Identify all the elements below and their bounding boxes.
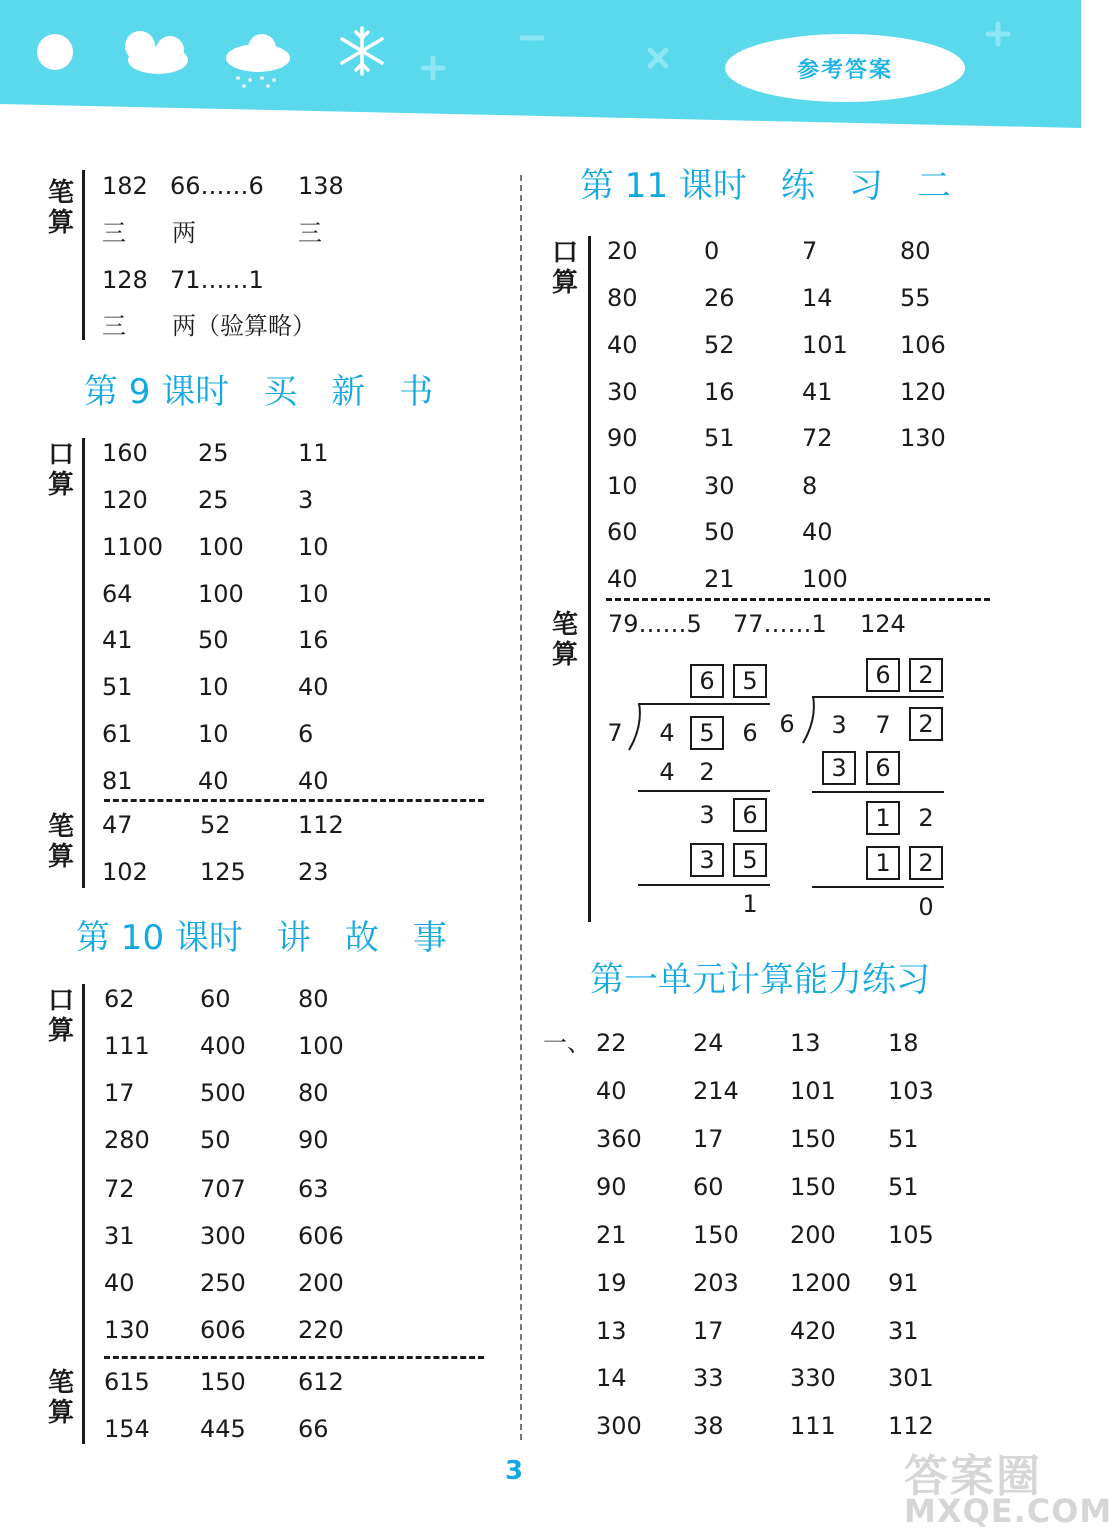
cell: 30	[704, 472, 735, 500]
answer-box: 5	[733, 664, 767, 698]
cell: 10	[298, 533, 329, 561]
column-divider	[520, 175, 522, 1440]
section-separator	[104, 1356, 484, 1359]
answer-box: 2	[909, 658, 943, 692]
cell: 40	[596, 1077, 627, 1105]
digit: 4	[659, 758, 675, 786]
cell: 41	[102, 626, 133, 654]
cell: 72	[104, 1175, 135, 1203]
cell: 220	[298, 1316, 344, 1344]
cell: 51	[888, 1125, 919, 1153]
cell: 三	[102, 219, 126, 247]
cell: 612	[298, 1368, 344, 1396]
cell: 111	[790, 1412, 836, 1440]
cell: 182	[102, 172, 148, 200]
cell: 25	[198, 486, 229, 514]
cell: 17	[693, 1317, 724, 1345]
cell: 40	[104, 1269, 135, 1297]
cell: 102	[102, 858, 148, 886]
cell: 101	[802, 331, 848, 359]
digit: 6	[742, 719, 758, 747]
answer-box: 5	[690, 716, 724, 750]
cell: 150	[200, 1368, 246, 1396]
cell: 90	[607, 424, 638, 452]
site-watermark	[904, 1440, 1112, 1532]
cell: 280	[104, 1126, 150, 1154]
digit: 3	[831, 711, 847, 739]
cell: 150	[790, 1125, 836, 1153]
cell: 105	[888, 1221, 934, 1249]
cell: 77……1	[733, 610, 827, 638]
written-label: 笔算	[47, 178, 74, 238]
cell: 120	[900, 378, 946, 406]
cell: 三	[298, 219, 322, 247]
oral-label: 口算	[47, 986, 74, 1046]
cell: 14	[802, 284, 833, 312]
cell: 52	[200, 811, 231, 839]
cell: 130	[104, 1316, 150, 1344]
cell: 90	[596, 1173, 627, 1201]
cell: 10	[298, 580, 329, 608]
subtraction-line	[638, 884, 770, 886]
cell: 150	[790, 1173, 836, 1201]
cell: 16	[298, 626, 329, 654]
answer-box: 1	[866, 801, 900, 835]
watermark-logo-text: 答案圈	[904, 1451, 1042, 1502]
cell: 25	[198, 439, 229, 467]
cell: 91	[888, 1269, 919, 1297]
cell: 61	[102, 720, 133, 748]
cell: 64	[102, 580, 133, 608]
page-number: 3	[505, 1456, 524, 1486]
subtraction-line	[638, 790, 770, 792]
cell: 33	[693, 1364, 724, 1392]
cell: 330	[790, 1364, 836, 1392]
answer-box: 3	[690, 843, 724, 877]
cell: 21	[704, 565, 735, 593]
cell: 120	[102, 486, 148, 514]
cell: 16	[704, 378, 735, 406]
header-band	[0, 0, 1081, 128]
cell: 60	[693, 1173, 724, 1201]
cell: 300	[200, 1222, 246, 1250]
cell: 三	[102, 312, 126, 340]
answer-box: 6	[866, 751, 900, 785]
cell: 124	[860, 610, 906, 638]
cell: 80	[607, 284, 638, 312]
cell: 100	[298, 1032, 344, 1060]
cell: 26	[704, 284, 735, 312]
cell: 128	[102, 266, 148, 294]
cell: 125	[200, 858, 246, 886]
cell: 10	[198, 720, 229, 748]
cell: 100	[198, 580, 244, 608]
cell: 200	[298, 1269, 344, 1297]
cell: 66……6	[170, 172, 264, 200]
cell: 200	[790, 1221, 836, 1249]
section-separator	[104, 799, 484, 802]
watermark-url: MXQE.COM	[904, 1492, 1112, 1530]
cell: 90	[298, 1126, 329, 1154]
bracket-bar	[82, 984, 85, 1444]
cell: 445	[200, 1415, 246, 1443]
answer-box: 6	[866, 658, 900, 692]
digit: 3	[699, 801, 715, 829]
cell: 30	[607, 378, 638, 406]
cell: 40	[607, 331, 638, 359]
cell: 71……1	[170, 266, 264, 294]
written-label: 笔算	[47, 1368, 74, 1428]
cell: 19	[596, 1269, 627, 1297]
cell: 8	[802, 472, 818, 500]
cell: 79……5	[608, 610, 702, 638]
cell: 66	[298, 1415, 329, 1443]
cell: 707	[200, 1175, 246, 1203]
cell: 112	[298, 811, 344, 839]
cell: 360	[596, 1125, 642, 1153]
answers-label: 参考答案	[796, 57, 893, 83]
cell: 130	[900, 424, 946, 452]
cell: 50	[704, 518, 735, 546]
written-label: 笔算	[551, 610, 578, 670]
digit: 1	[742, 890, 758, 918]
cell: 606	[200, 1316, 246, 1344]
cell: 606	[298, 1222, 344, 1250]
bracket-bar	[588, 236, 591, 922]
oral-label: 口算	[551, 238, 578, 298]
cell: 18	[888, 1029, 919, 1057]
cell: 138	[298, 172, 344, 200]
cell: 两（验算略）	[172, 312, 316, 340]
cell: 500	[200, 1079, 246, 1107]
cell: 101	[790, 1077, 836, 1105]
subtraction-line	[812, 791, 944, 793]
question-number: 一、	[543, 1029, 591, 1057]
cell: 250	[200, 1269, 246, 1297]
cell: 31	[888, 1317, 919, 1345]
answer-box: 2	[909, 707, 943, 741]
cell: 20	[607, 237, 638, 265]
cell: 51	[888, 1173, 919, 1201]
answer-box: 1	[866, 846, 900, 880]
answer-box: 2	[909, 846, 943, 880]
cell: 111	[104, 1032, 150, 1060]
cell: 203	[693, 1269, 739, 1297]
cell: 10	[607, 472, 638, 500]
cell: 214	[693, 1077, 739, 1105]
cell: 40	[802, 518, 833, 546]
cell: 11	[298, 439, 329, 467]
digit: 2	[699, 758, 715, 786]
cell: 31	[104, 1222, 135, 1250]
lesson10-title: 第 10 课时 讲 故 事	[76, 918, 447, 958]
oral-label: 口算	[47, 440, 74, 500]
cell: 80	[298, 985, 329, 1013]
cell: 112	[888, 1412, 934, 1440]
answer-box: 5	[733, 843, 767, 877]
cell: 63	[298, 1175, 329, 1203]
cell: 60	[200, 985, 231, 1013]
cell: 14	[596, 1364, 627, 1392]
answer-box: 3	[822, 751, 856, 785]
cell: 52	[704, 331, 735, 359]
cell: 50	[200, 1126, 231, 1154]
digit: 7	[875, 711, 891, 739]
cell: 47	[102, 811, 133, 839]
cell: 60	[607, 518, 638, 546]
division-bar	[812, 696, 944, 698]
cell: 51	[704, 424, 735, 452]
cell: 100	[802, 565, 848, 593]
cell: 40	[607, 565, 638, 593]
cell: 150	[693, 1221, 739, 1249]
bracket-bar	[82, 170, 85, 340]
cell: 13	[790, 1029, 821, 1057]
cell: 23	[298, 858, 329, 886]
cell: 两	[172, 219, 196, 247]
lesson9-title: 第 9 课时 买 新 书	[84, 372, 434, 412]
subtraction-line	[812, 886, 944, 888]
cell: 55	[900, 284, 931, 312]
divisor: 7	[607, 719, 623, 747]
cell: 0	[704, 237, 720, 265]
cell: 7	[802, 237, 818, 265]
lesson11-title: 第 11 课时 练 习 二	[580, 166, 951, 206]
cell: 420	[790, 1317, 836, 1345]
cell: 301	[888, 1364, 934, 1392]
answers-badge	[725, 34, 965, 102]
cell: 6	[298, 720, 314, 748]
cell: 38	[693, 1412, 724, 1440]
cell: 100	[198, 533, 244, 561]
cell: 72	[802, 424, 833, 452]
cell: 40	[298, 767, 329, 795]
answer-box: 6	[690, 664, 724, 698]
cell: 300	[596, 1412, 642, 1440]
cell: 40	[298, 673, 329, 701]
cell: 80	[298, 1079, 329, 1107]
cell: 10	[198, 673, 229, 701]
unit1-title: 第一单元计算能力练习	[590, 960, 930, 1000]
cell: 17	[104, 1079, 135, 1107]
cell: 40	[198, 767, 229, 795]
sun-icon	[37, 34, 73, 70]
section-separator	[606, 598, 990, 601]
cell: 13	[596, 1317, 627, 1345]
digit: 4	[659, 719, 675, 747]
cell: 400	[200, 1032, 246, 1060]
cell: 24	[693, 1029, 724, 1057]
cell: 154	[104, 1415, 150, 1443]
cell: 17	[693, 1125, 724, 1153]
cell: 51	[102, 673, 133, 701]
cell: 21	[596, 1221, 627, 1249]
cell: 81	[102, 767, 133, 795]
bracket-bar	[82, 438, 85, 888]
answer-box: 6	[733, 798, 767, 832]
cell: 615	[104, 1368, 150, 1396]
cell: 160	[102, 439, 148, 467]
cell: 62	[104, 985, 135, 1013]
cell: 22	[596, 1029, 627, 1057]
cell: 106	[900, 331, 946, 359]
digit: 0	[918, 893, 934, 921]
cell: 1100	[102, 533, 164, 561]
written-label: 笔算	[47, 812, 74, 872]
divisor: 6	[779, 710, 795, 738]
division-bar	[638, 703, 770, 705]
cell: 1200	[790, 1269, 852, 1297]
cell: 103	[888, 1077, 934, 1105]
cell: 50	[198, 626, 229, 654]
digit: 2	[918, 804, 934, 832]
cell: 41	[802, 378, 833, 406]
cell: 3	[298, 486, 314, 514]
cell: 80	[900, 237, 931, 265]
